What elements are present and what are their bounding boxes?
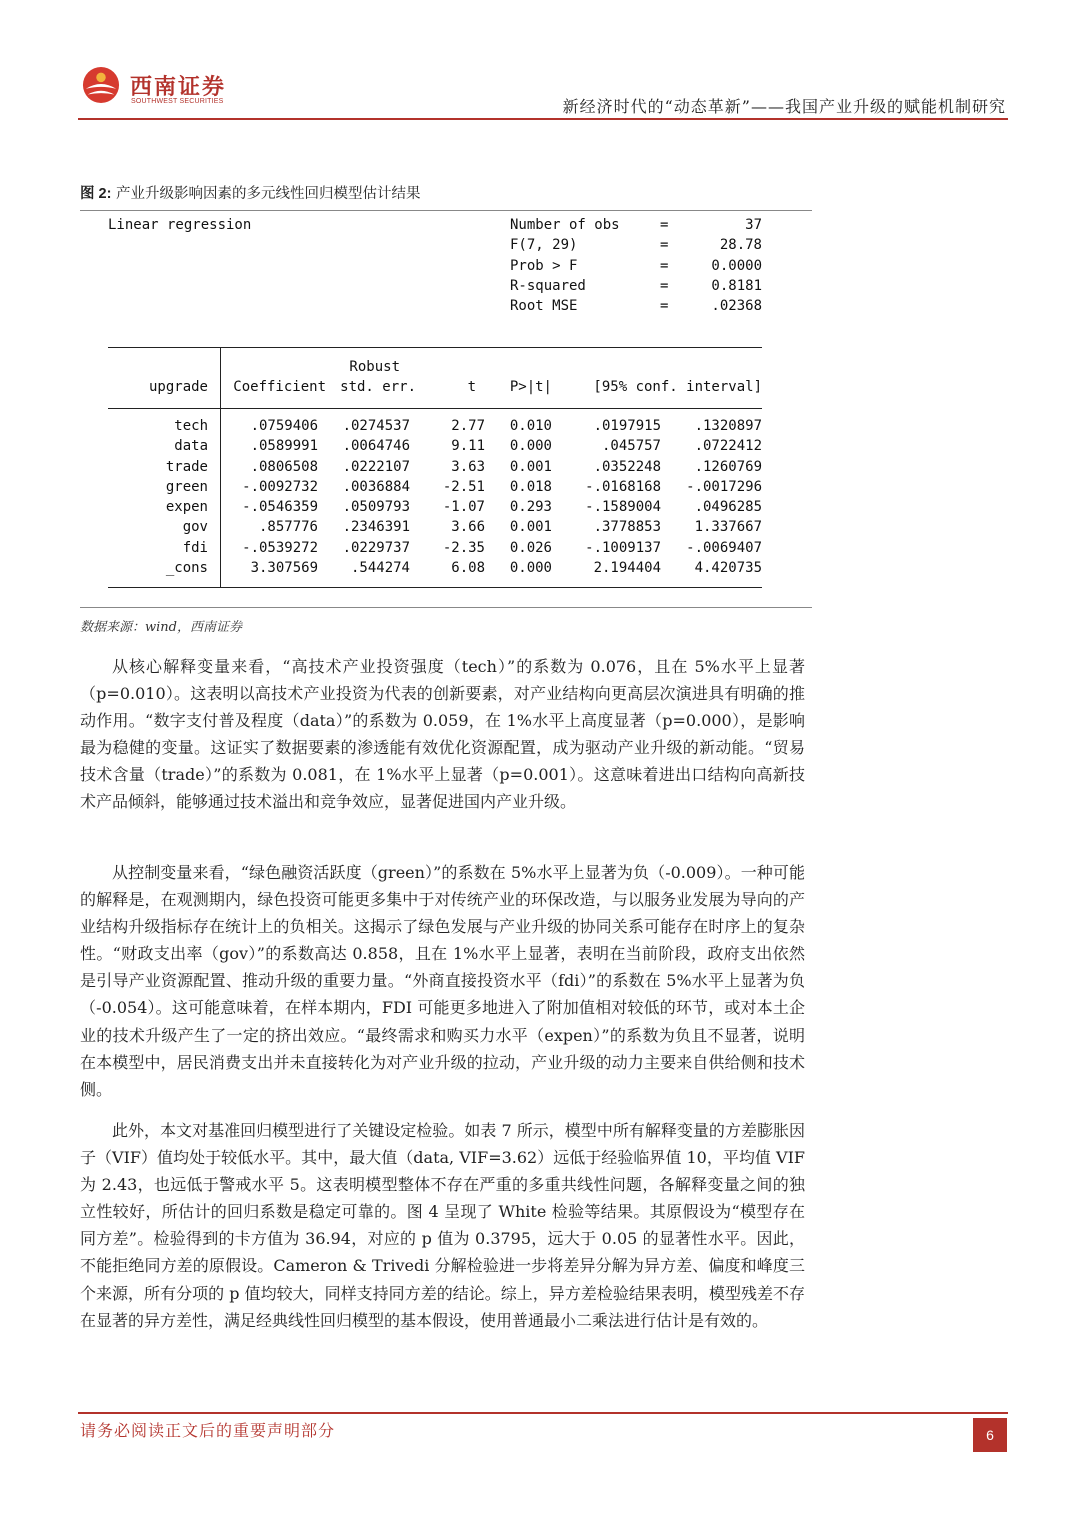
cell-t: 3.66 [451,519,485,536]
header-ci: [95% conf. interval] [593,379,762,395]
cell-ci-low: .0352248 [593,458,661,475]
cell-t: 3.63 [451,458,485,475]
cell-std-err: .0222107 [342,458,410,475]
cell-ci-high: .0496285 [694,499,762,515]
table-header-rule [108,408,762,409]
cell-variable: _cons [165,559,208,576]
header-divider [78,118,1008,120]
cell-std-err: .0064746 [342,438,410,455]
page-header [78,62,1008,124]
stat-label: Prob > F [510,257,578,274]
cell-p-value: 0.010 [509,418,552,434]
table-bottom-rule [108,587,762,588]
cell-ci-high: .1320897 [694,418,762,434]
cell-std-err: .0274537 [342,418,410,434]
cell-p-value: 0.001 [509,519,552,536]
figure-label: 图 2: [80,186,112,202]
cell-ci-high: -.0017296 [686,478,762,495]
figure-title: 产业升级影响因素的多元线性回归模型估计结果 [116,186,421,202]
cell-t: 2.77 [451,418,485,434]
cell-coefficient: .857776 [258,519,318,536]
model-stats [510,217,762,318]
cell-std-err: .0036884 [342,478,410,495]
cell-t: 6.08 [451,559,485,576]
cell-coefficient: .0806508 [250,458,318,475]
header-coef: Coefficient [233,379,326,395]
cell-ci-high: 1.337667 [694,519,762,536]
cell-std-err: .0509793 [342,499,410,515]
stat-row [510,278,762,298]
data-source: 数据来源：wind，西南证券 [80,607,812,635]
cell-variable: data [174,438,208,455]
body-paragraph-2: 从控制变量来看，“绿色融资活跃度（green）”的系数在 5%水平上显著为负（-0.009）。一种可能的解释是，在观测期内，绿色投资可能更多集中于对传统产业的环保改造，与以服务业发展为导向的产业结构升级指标存在统计上的负相关。这揭示了绿色发展与产业升级的协同关系可能存在时序上的复杂性。“财政支出率（gov）”的系数高达 0.858，且在 1%水平上显著，表明在当前阶段，政府支出依然是引导产业资源配置、推动升级的重要力量。“外商直接投资水平（fdi）”的系数在 5%水平上显著为负（-0.054）。这可能意味着，在样本期内，FDI 可能更多地进入了附加值相对较低的环节，或对本土企业的技术升级产生了一定的挤出效应。“最终需求和购买力水平（expen）”的系数为负且不显著，说明在本模型中，居民消费支出并未直接转化为对产业升级的拉动，产业升级的动力主要来自供给侧和技术侧。 [80,863,805,1099]
cell-std-err: .2346391 [342,519,410,536]
cell-variable: expen [165,499,208,515]
cell-p-value: 0.001 [509,458,552,475]
cell-variable: fdi [182,539,208,556]
report-title: 新经济时代的“动态革新”——我国产业升级的赋能机制研究 [562,97,1006,116]
cell-ci-low: .3778853 [593,519,661,536]
cell-p-value: 0.018 [509,478,552,495]
cell-ci-high: .0722412 [694,438,762,455]
cell-ci-high: -.0069407 [686,539,762,556]
cell-ci-low: -.1589004 [585,499,661,515]
header-t: t [467,379,476,395]
stat-row [510,237,762,257]
cell-t: -1.07 [442,499,485,515]
cell-coefficient: 3.307569 [250,559,318,576]
cell-coefficient: -.0539272 [242,539,318,556]
header-var: upgrade [148,379,208,395]
stat-row [510,258,762,278]
table-column-divider [220,347,221,587]
stat-eq: = [660,277,669,294]
cell-ci-high: .1260769 [694,458,762,475]
body-paragraph-3: 此外，本文对基准回归模型进行了关键设定检验。如表 7 所示，模型中所有解释变量的方差膨胀因子（VIF）值均处于较低水平。其中，最大值（data, VIF=3.62）远低于经验临界值 10，平均值 VIF 为 2.43，也远低于警戒水平 5。这表明模型整体不存在严重的多重共线性问题，各解释变量之间的独立性较好，所估计的回归系数是稳定可靠的。图 4 呈现了 White 检验等结果。其原假设为“模型存在同方差”。检验得到的卡方值为 36.94，对应的 p 值为 0.3795，远大于 0.05 的显著性水平。因此，不能拒绝同方差的原假设。Cameron & Trivedi 分解检验进一步将差异分解为异方差、偏度和峰度三个来源，所有分项的 p 值均较大，同样支持同方差的结论。综上，异方差检验结果表明，模型残差不存在显著的异方差性，满足经典线性回归模型的基本假设，使用普通最小二乘法进行估计是有效的。 [80,1121,805,1330]
cell-coefficient: .0589991 [250,438,318,455]
stat-row [510,217,762,237]
cell-variable: green [165,478,208,495]
cell-p-value: 0.000 [509,438,552,455]
cell-ci-low: .045757 [601,438,661,455]
stat-value: 28.78 [719,237,762,254]
cell-std-err: .544274 [350,559,410,576]
cell-p-value: 0.293 [509,499,552,515]
cell-variable: tech [174,418,208,434]
stat-row [510,298,762,318]
stat-label: F(7, 29) [510,237,578,254]
stat-label: Number of obs [510,217,620,233]
header-p: P>|t| [509,379,552,395]
header-robust: Robust [349,359,400,375]
stat-value: .02368 [711,298,762,315]
cell-ci-low: .0197915 [593,418,661,434]
stat-eq: = [660,217,669,233]
page-number: 6 [973,1418,1007,1452]
cell-p-value: 0.000 [509,559,552,576]
cell-p-value: 0.026 [509,539,552,556]
stat-value: 0.0000 [711,257,762,274]
stat-eq: = [660,257,669,274]
cell-t: -2.35 [442,539,485,556]
cell-ci-high: 4.420735 [694,559,762,576]
stat-label: R-squared [510,277,586,294]
cell-ci-low: -.1009137 [585,539,661,556]
cell-ci-low: -.0168168 [585,478,661,495]
cell-coefficient: .0759406 [250,418,318,434]
stat-eq: = [660,298,669,315]
disclaimer-notice: 请务必阅读正文后的重要声明部分 [80,1421,336,1440]
header-se: std. err. [340,379,416,395]
cell-std-err: .0229737 [342,539,410,556]
cell-coefficient: -.0546359 [242,499,318,515]
company-logo-icon [82,66,120,104]
stat-value: 37 [745,217,762,233]
stat-value: 0.8181 [711,277,762,294]
regression-title: Linear regression [108,217,252,233]
logo-english-name: SOUTHWEST SECURITIES [131,98,224,105]
stat-label: Root MSE [510,298,578,315]
body-paragraph-1: 从核心解释变量来看，“高技术产业投资强度（tech）”的系数为 0.076，且在 5%水平上显著（p=0.010）。这表明以高技术产业投资为代表的创新要素，对产业结构向更高层次演进具有明确的推动作用。“数字支付普及程度（data）”的系数为 0.059，在 1%水平上高度显著（p=0.000），是影响最为稳健的变量。这证实了数据要素的渗透能有效优化资源配置，成为驱动产业升级的新动能。“贸易技术含量（trade）”的系数为 0.081，在 1%水平上显著（p=0.001）。这意味着进出口结构向高新技术产品倾斜，能够通过技术溢出和竞争效应，显著促进国内产业升级。 [80,657,805,812]
footer-divider [78,1412,1008,1414]
cell-variable: trade [165,458,208,475]
cell-t: -2.51 [442,478,485,495]
logo-chinese-name: 西南证券 [130,74,227,100]
cell-variable: gov [182,519,208,536]
table-top-rule [108,347,762,348]
cell-t: 9.11 [451,438,485,455]
figure-caption [80,182,812,211]
cell-coefficient: -.0092732 [242,478,318,495]
cell-ci-low: 2.194404 [593,559,661,576]
stat-eq: = [660,237,669,254]
